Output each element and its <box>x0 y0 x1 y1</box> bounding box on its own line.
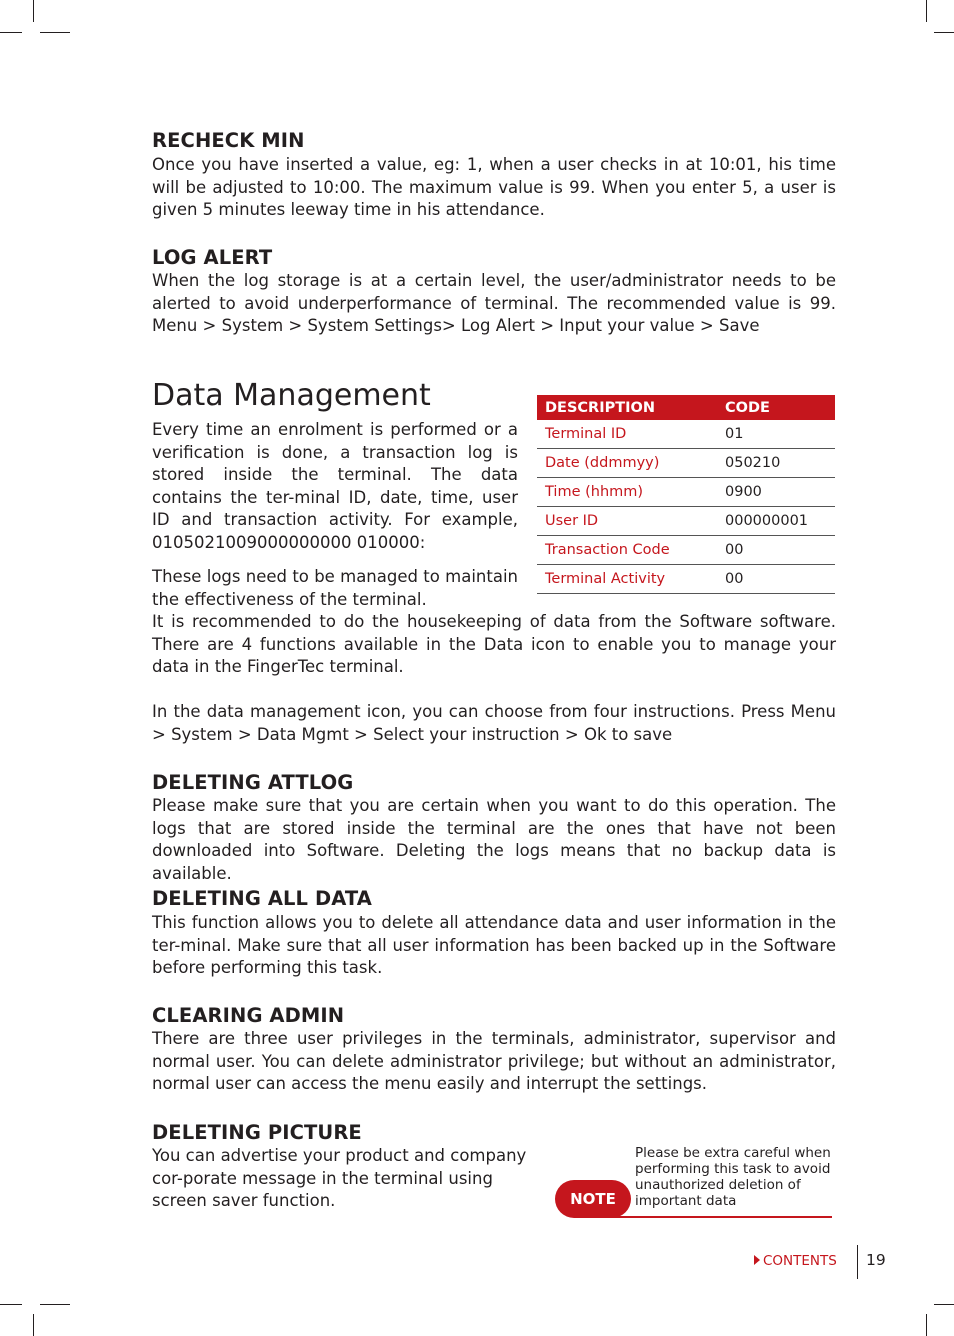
table-header-description: DESCRIPTION <box>537 395 717 420</box>
row-description: Terminal ID <box>537 420 717 449</box>
crop-mark <box>926 0 927 22</box>
row-code: 0900 <box>717 478 835 507</box>
table-header-code: CODE <box>717 395 835 420</box>
deleting-attlog-text: Please make sure that you are certain when you want to do this operation. The logs that are stored inside the terminal are the ones that have not been downloaded into Software. Deleting the logs means that no backup data is available. <box>152 796 836 883</box>
row-code: 01 <box>717 420 835 449</box>
table-row <box>537 449 835 478</box>
row-description: Time (hhmm) <box>537 478 717 507</box>
log-alert-heading: LOG ALERT <box>152 246 273 269</box>
crop-mark <box>40 32 70 33</box>
table-row <box>537 420 835 449</box>
row-code: 00 <box>717 565 835 594</box>
clearing-admin-heading: CLEARING ADMIN <box>152 1004 345 1027</box>
deleting-attlog-heading: DELETING ATTLOG <box>152 771 354 794</box>
crop-mark <box>0 1304 22 1305</box>
log-alert-text: When the log storage is at a certain level, the user/administrator needs to be alerted to avoid underperformance of terminal. The recommended value is 99. Menu > System > System Settings> Log Alert > Input your value > Save <box>152 271 836 336</box>
data-management-housekeeping-text: It is recommended to do the housekeeping of data from the Software software. There are 4 functions available in the Data icon to enable you to manage your data in the FingerTec terminal. <box>152 612 836 677</box>
contents-link[interactable] <box>754 1253 837 1269</box>
table-row <box>537 565 835 594</box>
contents-label: CONTENTS <box>763 1253 837 1269</box>
crop-mark <box>33 0 34 22</box>
data-management-instructions-text: In the data management icon, you can choose from four instructions. Press Menu > System > Data Mgmt > Select your instruction > Ok to save <box>152 702 836 744</box>
row-code: 00 <box>717 536 835 565</box>
deleting-all-data-text: This function allows you to delete all attendance data and user information in the ter-minal. Make sure that all user information has been backed up in the Software before performing this task. <box>152 913 836 978</box>
crop-mark <box>40 1304 70 1305</box>
recheck-min-heading: RECHECK MIN <box>152 129 305 152</box>
table-header-row <box>537 395 835 420</box>
deleting-picture-heading: DELETING PICTURE <box>152 1121 362 1144</box>
row-code: 050210 <box>717 449 835 478</box>
clearing-admin-text: There are three user privileges in the terminals, administrator, supervisor and normal user. You can delete administrator privilege; but without an administrator, normal user can access the menu easily and interrupt the settings. <box>152 1029 836 1094</box>
crop-mark <box>33 1314 34 1336</box>
page-number: 19 <box>866 1251 886 1269</box>
deleting-picture-text: You can advertise your product and company cor-porate message in the terminal using screen saver function. <box>152 1146 527 1211</box>
row-description: User ID <box>537 507 717 536</box>
row-code: 000000001 <box>717 507 835 536</box>
data-management-manage-text: These logs need to be managed to maintain the effectiveness of the terminal. <box>152 567 518 609</box>
play-arrow-icon <box>754 1255 760 1265</box>
table-row <box>537 478 835 507</box>
row-description: Terminal Activity <box>537 565 717 594</box>
note-text: Please be extra careful when performing this task to avoid unauthorized deletion of important data <box>635 1145 831 1209</box>
row-description: Transaction Code <box>537 536 717 565</box>
crop-mark <box>934 32 954 33</box>
crop-mark <box>926 1314 927 1336</box>
table-row <box>537 507 835 536</box>
note-underline <box>612 1216 832 1218</box>
deleting-all-data-heading: DELETING ALL DATA <box>152 887 372 910</box>
crop-mark <box>934 1304 954 1305</box>
transaction-log-code-table <box>537 395 835 594</box>
data-management-title: Data Management <box>152 378 431 413</box>
note-badge: NOTE <box>555 1180 631 1218</box>
footer-divider <box>857 1245 858 1279</box>
recheck-min-text: Once you have inserted a value, eg: 1, when a user checks in at 10:01, his time will be adjusted to 10:00. The maximum value is 99. When you enter 5, a user is given 5 minutes leeway time in his attendance. <box>152 155 836 220</box>
table-row <box>537 536 835 565</box>
row-description: Date (ddmmyy) <box>537 449 717 478</box>
data-management-intro: Every time an enrolment is performed or a verification is done, a transaction log is stored inside the terminal. The data contains the ter-minal ID, date, time, user ID and transaction activity. For example, 0105021009000000000 010000: <box>152 420 518 552</box>
crop-mark <box>0 32 22 33</box>
